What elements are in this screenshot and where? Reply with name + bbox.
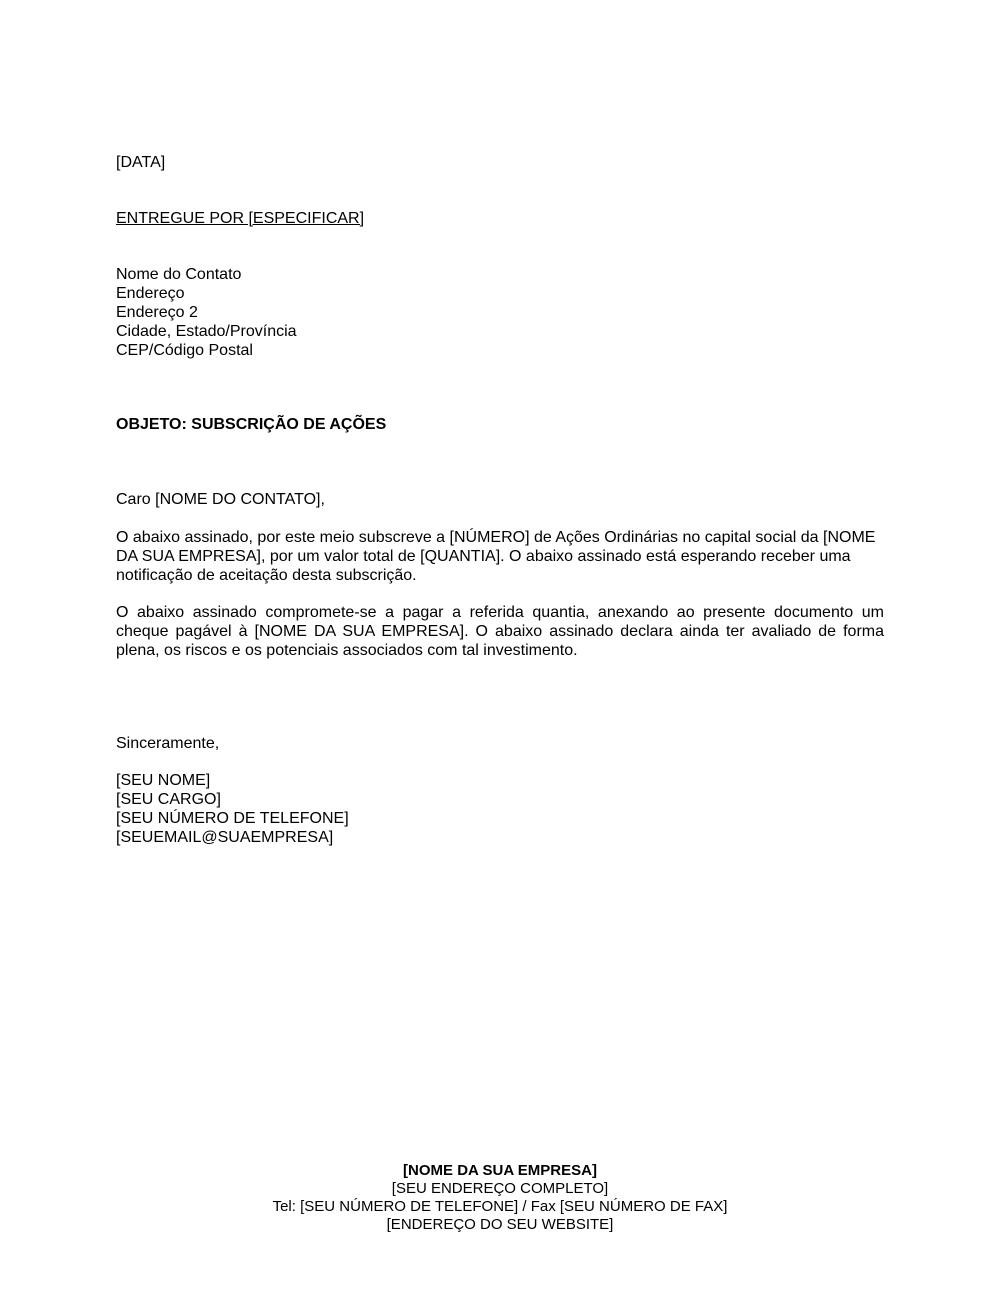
recipient-city-state: Cidade, Estado/Província <box>116 323 297 340</box>
signer-title: [SEU CARGO] <box>116 791 221 808</box>
recipient-address-block <box>116 265 297 360</box>
letter-subject: OBJETO: SUBSCRIÇÃO DE AÇÕES <box>116 416 387 433</box>
footer-website: [ENDEREÇO DO SEU WEBSITE] <box>386 1216 614 1233</box>
letter-greeting: Caro [NOME DO CONTATO], <box>116 491 325 508</box>
body-paragraph-1: O abaixo assinado, por este meio subscreve a [NÚMERO] de Ações Ordinárias no capital social da [NOME DA SUA EMPRESA], por um valor total de [QUANTIA]. O abaixo assinado está esperando receber uma notificação de aceitação desta subscrição. <box>116 529 876 584</box>
recipient-postal-code: CEP/Código Postal <box>116 342 253 359</box>
letterhead-footer <box>0 1162 1000 1234</box>
recipient-name: Nome do Contato <box>116 266 242 283</box>
body-paragraph-2: O abaixo assinado compromete-se a pagar a referida quantia, anexando ao presente documento um cheque pagável à [NOME DA SUA EMPRESA]. O abaixo assinado declara ainda ter avaliado de forma plena, os riscos e os potenciais associados com tal investimento. <box>116 604 884 659</box>
footer-contact: Tel: [SEU NÚMERO DE TELEFONE] / Fax [SEU NÚMERO DE FAX] <box>272 1198 728 1215</box>
letter-closing: Sinceramente, <box>116 735 220 752</box>
recipient-address-2: Endereço 2 <box>116 304 198 321</box>
signer-email: [SEUEMAIL@SUAEMPRESA] <box>116 829 334 846</box>
signature-block <box>116 771 349 847</box>
footer-company-name: [NOME DA SUA EMPRESA] <box>403 1162 597 1179</box>
recipient-address-1: Endereço <box>116 285 185 302</box>
signer-name: [SEU NOME] <box>116 772 211 789</box>
delivery-method: ENTREGUE POR [ESPECIFICAR] <box>116 210 365 227</box>
footer-address: [SEU ENDEREÇO COMPLETO] <box>391 1180 609 1197</box>
letter-date: [DATA] <box>116 154 166 171</box>
signer-phone: [SEU NÚMERO DE TELEFONE] <box>116 810 349 827</box>
